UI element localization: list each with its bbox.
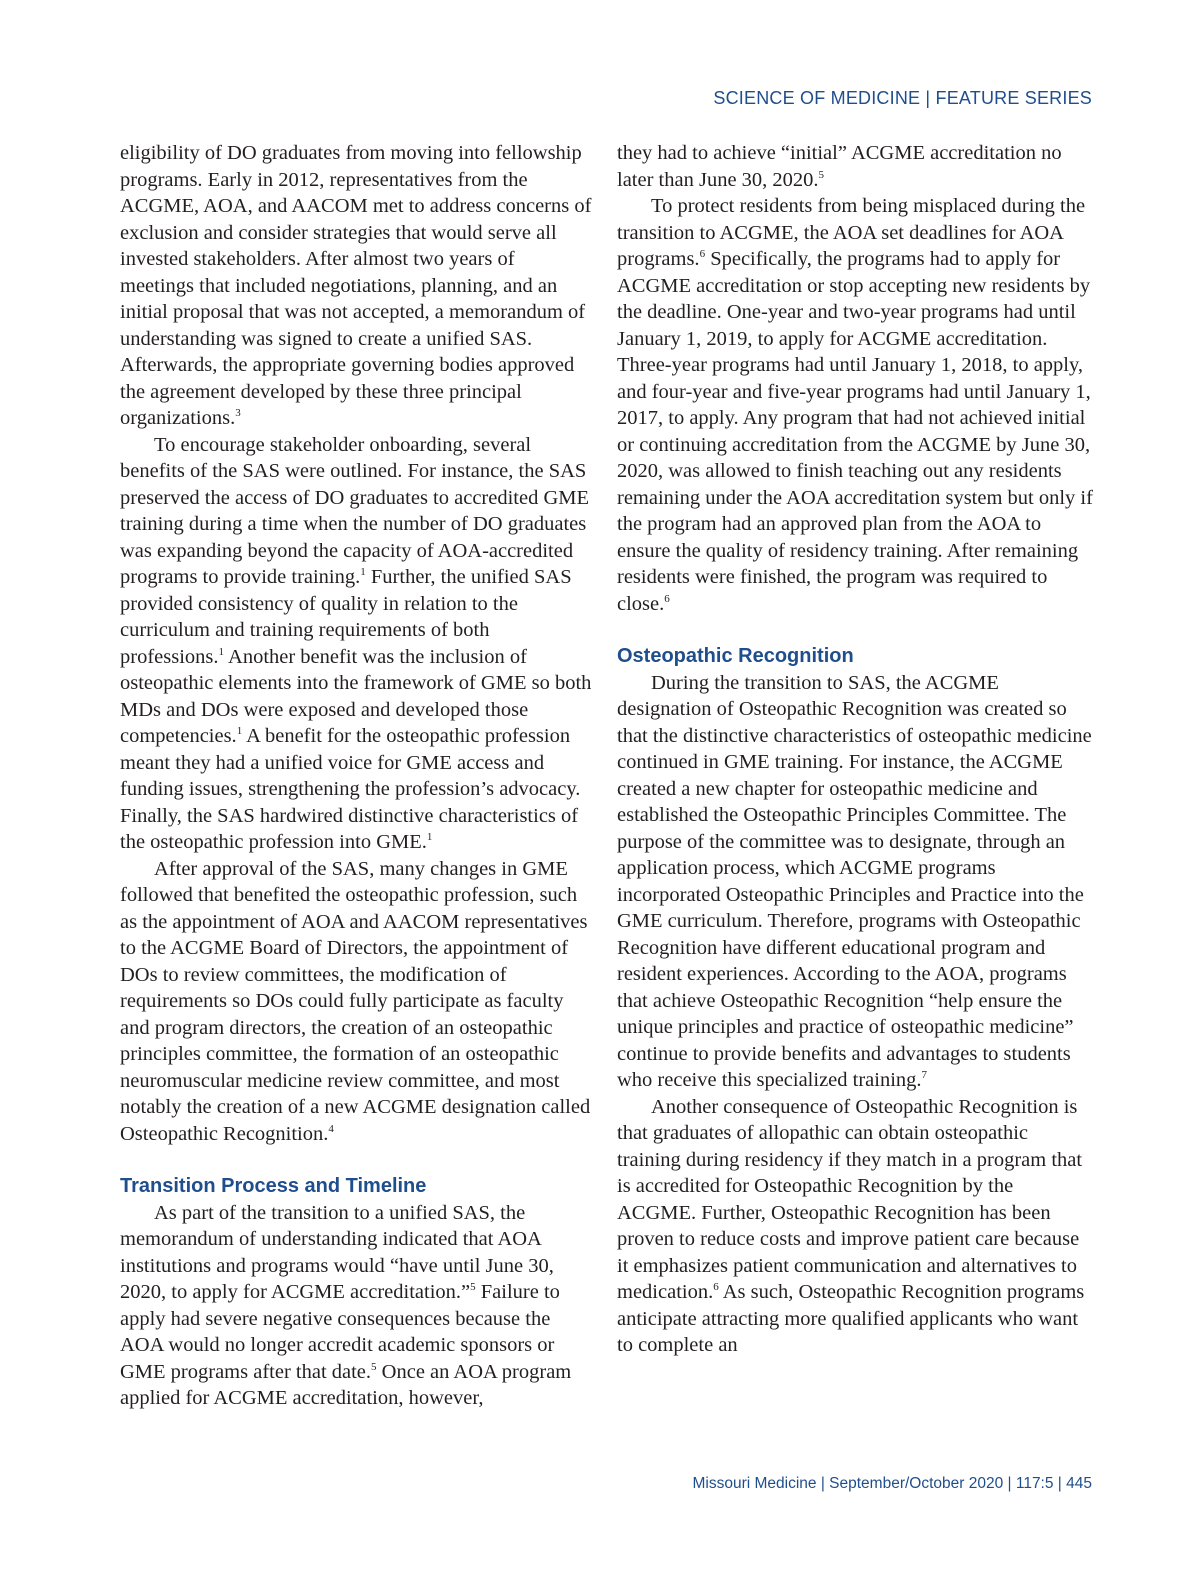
paragraph: During the transition to SAS, the ACGME designation of Osteopathic Recognition was created so that the distinctive characteristics of osteopathic medicine continued in GME training. For instance, the ACGME created a new chapter for osteopathic medicine and established the Osteopathic Principles Committee. The purpose of the committee was to designate, through an application process, which ACGME programs incorporated Osteopathic Principles and Practice into the GME curriculum. Therefore, programs with Osteopathic Recognition have different educational program and resident experiences. According to the AOA, programs that achieve Osteopathic Recognition “help ensure the unique principles and practice of osteopathic medicine” continue to provide benefits and advantages to students who receive this specialized training.$^7$ (617, 671, 1092, 1091)
right-column (617, 140, 1093, 1359)
paragraph: Another consequence of Osteopathic Recognition is that graduates of allopathic can obtain osteopathic training during residency if they match in a program that is accredited for Osteopathic Recognition by the ACGME. Further, Osteopathic Recognition has been proven to reduce costs and improve patient care because it emphasizes patient communication and alternatives to medication.$^6$ As such, Osteopathic Recognition programs anticipate attracting more qualified applicants who want to complete an (617, 1095, 1085, 1356)
citation-ref: 4 (328, 1122, 334, 1135)
citation-ref: 1 (426, 831, 433, 844)
citation-ref: 1 (360, 566, 366, 579)
section-heading-osteopathic-recognition: Osteopathic Recognition (617, 645, 854, 667)
left-column (120, 140, 592, 1412)
running-header: SCIENCE OF MEDICINE | FEATURE SERIES (713, 88, 1092, 108)
citation-ref: 1 (236, 725, 243, 738)
section-heading-transition: Transition Process and Timeline (120, 1175, 427, 1197)
paragraph: they had to achieve “initial” ACGME accreditation no later than June 30, 2020.$^5$ (617, 142, 1062, 191)
citation-ref: 7 (921, 1069, 928, 1082)
citation-ref: 1 (218, 645, 225, 658)
paragraph: After approval of the SAS, many changes in GME followed that benefited the osteopathic profession, such as the appointment of AOA and AACOM representatives to the ACGME Board of Directors, the appointment of DOs to review committees, the modification of requirements so DOs could fully participate as faculty and program directors, the creation of an osteopathic principles committee, the formation of an osteopathic neuromuscular medicine review committee, and most notably the creation of a new ACGME designation called Osteopathic Recognition.$^4$ (120, 857, 591, 1145)
paragraph: To protect residents from being misplaced during the transition to ACGME, the AOA set deadlines for AOA programs.$^6$ Specifically, the programs had to apply for ACGME accreditation or stop accepting new residents by the deadline. One-year and two-year programs had until January 1, 2019, to apply for ACGME accreditation. Three-year programs had until January 1, 2018, to apply, and four-year and five-year programs had until January 1, 2017, to apply. Any program that had not achieved initial or continuing accreditation from the ACGME by June 30, 2020, was allowed to finish teaching out any residents remaining under the AOA accreditation system but only if the program had an approved plan from the AOA to ensure the quality of residency training. After remaining residents were finished, the program was required to close.$^6$ (617, 195, 1093, 615)
citation-ref: 5 (371, 1360, 377, 1373)
paragraph: eligibility of DO graduates from moving into fellowship programs. Early in 2012, representatives from the ACGME, AOA, and AACOM met to address concerns of exclusion and consider strategies that would serve all invested stakeholders. After almost two years of meetings that included negotiations, planning, and an initial proposal that was not accepted, a memorandum of understanding was signed to create a unified SAS. Afterwards, the appropriate governing bodies approved the agreement developed by these three principal organizations.$^3$ (120, 142, 592, 429)
section-gap (617, 617, 1093, 643)
citation-ref: 6 (699, 248, 706, 261)
paragraph: To encourage stakeholder onboarding, several benefits of the SAS were outlined. For instance, the SAS preserved the access of DO graduates to accredited GME training during a time when the number of DO graduates was expanding beyond the capacity of AOA-accredited programs to provide training.$^1$ Further, the unified SAS provided consistency of quality in relation to the curriculum and training requirements of both professions.$^1$ Another benefit was the inclusion of osteopathic elements into the framework of GME so both MDs and DOs were exposed and developed those competencies.$^1$ A benefit for the osteopathic profession meant they had a unified voice for GME access and funding issues, strengthening the profession’s advocacy. Finally, the SAS hardwired distinctive characteristics of the osteopathic profession into GME.$^1$ (120, 433, 592, 853)
citation-ref: 6 (664, 592, 670, 605)
citation-ref: 6 (713, 1281, 719, 1294)
page-footer: Missouri Medicine | September/October 2020 | 117:5 | 445 (692, 1475, 1092, 1492)
citation-ref: 5 (818, 168, 825, 181)
paragraph: As part of the transition to a unified SAS, the memorandum of understanding indicated that AOA institutions and programs would “have until June 30, 2020, to apply for ACGME accreditation.”$^5$ Failure to apply had severe negative consequences because the AOA would no longer accredit academic sponsors or GME programs after that date.$^5$ Once an AOA program applied for ACGME accreditation, however, (120, 1201, 572, 1409)
section-gap (120, 1147, 592, 1173)
citation-ref: 3 (235, 407, 241, 420)
citation-ref: 5 (470, 1281, 476, 1294)
